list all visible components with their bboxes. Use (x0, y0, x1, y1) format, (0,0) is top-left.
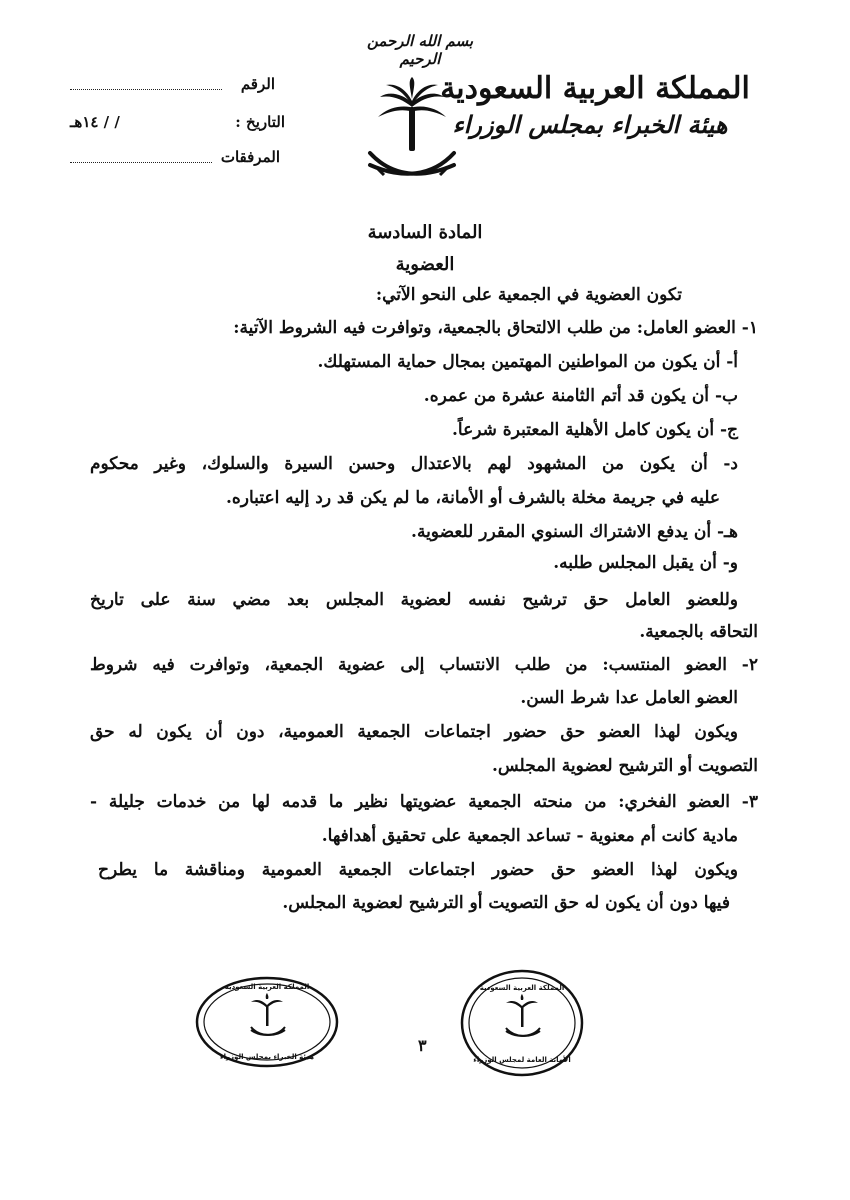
date-label: التاريخ : (235, 113, 285, 131)
member-type-1: ١- العضو العامل: من طلب الالتحاق بالجمعية، وتوافرت فيه الشروط الآتية: (233, 318, 758, 338)
seal-right-bottom-text: الأمانة العامة لمجلس الوزراء (473, 1056, 571, 1064)
member-type-3-line1: ٣- العضو الفخري: من منحته الجمعية عضويتها نظير ما قدمه لها من خدمات جليلة - (90, 792, 758, 812)
condition-a: أ- أن يكون من المواطنين المهتمين بمجال حماية المستهلك. (317, 352, 738, 372)
condition-b: ب- أن يكون قد أتم الثامنة عشرة من عمره. (423, 386, 738, 406)
member-2-note-line2: التصويت أو الترشيح لعضوية المجلس. (491, 756, 758, 776)
date-value: / / ١٤هـ (70, 113, 120, 131)
attachments-field (70, 150, 212, 163)
member-type-2-line2: العضو العامل عدا شرط السن. (520, 688, 738, 708)
condition-d-line1: د- أن يكون من المشهود لهم بالاعتدال وحسن السيرة والسلوك، وغير محكوم (90, 454, 738, 474)
article-number: المادة السادسة (367, 222, 483, 243)
member-type-2-line1: ٢- العضو المنتسب: من طلب الانتساب إلى عضوية الجمعية، وتوافرت فيه شروط (90, 655, 758, 675)
seal-left-bottom-text: هيئة الخبراء بمجلس الوزراء (220, 1053, 314, 1061)
member-1-note-line1: وللعضو العامل حق ترشيح نفسه لعضوية المجلس بعد مضي سنة على تاريخ (90, 590, 738, 610)
condition-d-line2: عليه في جريمة مخلة بالشرف أو الأمانة، ما لم يكن قد رد إليه اعتباره. (225, 488, 720, 508)
agency-name: هيئة الخبراء بمجلس الوزراء (452, 110, 728, 139)
article-heading: العضوية (395, 254, 455, 275)
reference-row (70, 75, 275, 95)
member-3-note-line1: ويكون لهذا العضو حق حضور اجتماعات الجمعية العمومية ومناقشة ما يطرح (98, 860, 738, 880)
attachments-label: المرفقات (220, 148, 280, 166)
reference-field (70, 77, 222, 90)
seal-right-top-text: المملكة العربية السعودية (479, 984, 565, 992)
reference-label: الرقم (240, 75, 275, 93)
member-3-note-line2: فيها دون أن يكون له حق التصويت أو الترشيح لعضوية المجلس. (282, 893, 730, 913)
seal-left-top-text: المملكة العربية السعودية (224, 983, 310, 991)
article-intro: تكون العضوية في الجمعية على النحو الآتي: (375, 285, 682, 305)
condition-e: هـ- أن يدفع الاشتراك السنوي المقرر للعضوية. (411, 522, 738, 542)
page-number: ٣ (418, 1036, 427, 1055)
condition-f: و- أن يقبل المجلس طلبه. (553, 553, 738, 573)
member-type-3-line2: مادية كانت أم معنوية - تساعد الجمعية على تحقيق أهدافها. (321, 826, 738, 846)
agency-seal-stamp (195, 975, 340, 1070)
date-row (70, 113, 285, 133)
attachments-row (70, 148, 280, 168)
member-2-note-line1: ويكون لهذا العضو حق حضور اجتماعات الجمعية العمومية، دون أن يكون له حق (90, 722, 738, 742)
member-1-note-line2: التحاقه بالجمعية. (639, 622, 758, 642)
basmala: بسم الله الرحمن الرحيم (366, 32, 474, 68)
condition-c: ج- أن يكون كامل الأهلية المعتبرة شرعاً. (452, 420, 738, 440)
council-seal-stamp (460, 968, 585, 1078)
kingdom-name: المملكة العربية السعودية (440, 71, 750, 106)
